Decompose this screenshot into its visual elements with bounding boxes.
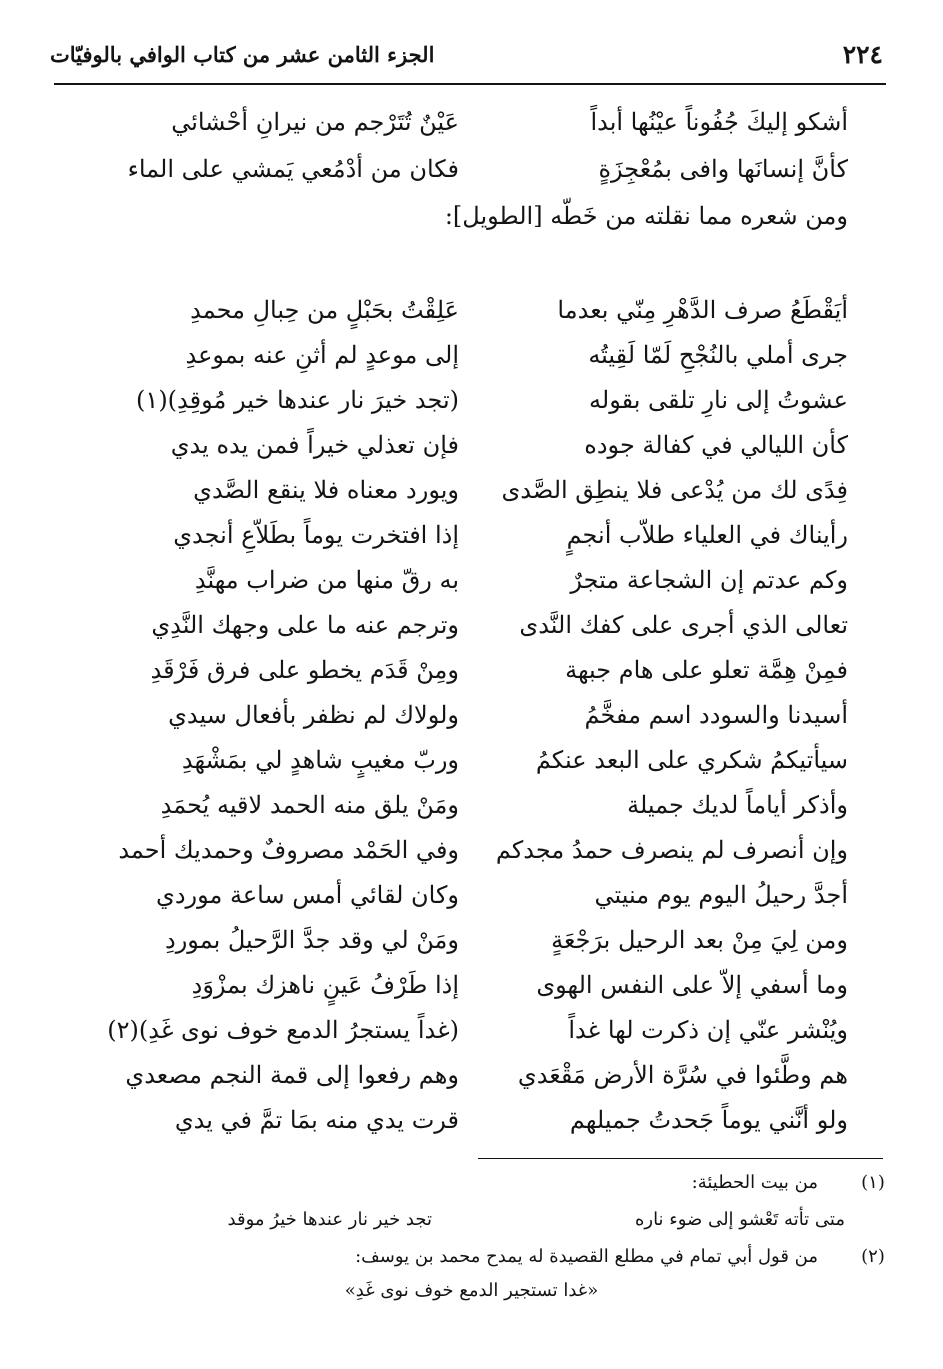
verse-11-second-hemistich: وربّ مغيبٍ شاهدٍ لي بمَشْهَدِ — [181, 746, 459, 774]
footnote-rule — [478, 1158, 883, 1159]
verse-13-second-hemistich: وفي الحَمْد مصروفٌ وحمديك أحمد — [118, 836, 459, 864]
footnote-2-text: من قول أبي تمام في مطلع القصيدة له يمدح محمد بن يوسف: — [355, 1246, 818, 1267]
verse-17-first-hemistich: ويُنْشر عنّي إن ذكرت لها غداً — [568, 1016, 848, 1044]
footnote-1-number: (١) — [861, 1172, 885, 1193]
verse-3-first-hemistich: عشوتُ إلى نارِ تلقى بقوله — [589, 386, 848, 414]
verse-19-second-hemistich: قرت يدي منه بمَا تمَّ في يدي — [174, 1106, 459, 1134]
verse-18-first-hemistich: هم وطَّئوا في سُرَّة الأرض مَقْعَدي — [517, 1061, 848, 1089]
verse-11-first-hemistich: سيأتيكمُ شكري على البعد عنكمُ — [535, 746, 848, 774]
verse-2-second-hemistich: إلى موعدٍ لم أثنِ عنه بموعدِ — [185, 341, 459, 369]
verse-13-first-hemistich: وإن أنصرف لم ينصرف حمدُ مجدكم — [495, 836, 848, 864]
verse-14-first-hemistich: أجدَّ رحيلُ اليوم يوم منيتي — [594, 881, 848, 909]
verse-9-second-hemistich: ومِنْ قَدَم يخطو على فرق فَرْقَدِ — [150, 656, 459, 684]
footnote-2-number: (٢) — [861, 1246, 885, 1267]
verse-15-first-hemistich: ومن لِيَ مِنْ بعد الرحيل برَجْعَةٍ — [551, 926, 848, 954]
intro-verse-2-second-hemistich: فكان من أدْمُعي يَمشي على الماء — [127, 155, 459, 183]
verse-4-second-hemistich: فإن تعذلي خيراً فمن يده يدي — [170, 431, 459, 459]
intro-verse-1-second-hemistich: عَيْنٌ تُتَرْجم من نيرانِ أحْشائي — [171, 108, 459, 136]
verse-5-first-hemistich: فِدًى لك من يُدْعى فلا ينطِق الصَّدى — [501, 476, 848, 504]
intro-verse-2-first-hemistich: كأنَّ إنسانَها وافى بمُعْجِزَةٍ — [598, 155, 848, 183]
verse-15-second-hemistich: ومَنْ لي وقد جدَّ الرَّحيلُ بموردِ — [165, 926, 459, 954]
verse-12-second-hemistich: ومَنْ يلق منه الحمد لاقيه يُحمَدِ — [160, 791, 459, 819]
footnote-1-text: من بيت الحطيئة: — [691, 1172, 818, 1193]
page-header — [50, 30, 883, 80]
footnote-2-quote: «غدا تستجير الدمع خوف نوى غَدِ» — [344, 1280, 599, 1301]
verse-8-first-hemistich: تعالى الذي أجرى على كفك النَّدى — [519, 611, 848, 639]
intro-verse-1-first-hemistich: أشكو إليكَ جُفُوناً عيْنُها أبداً — [590, 108, 848, 136]
verse-7-second-hemistich: به رقّ منها من ضراب مهنَّدِ — [194, 566, 459, 594]
verse-2-first-hemistich: جرى أملي بالنُجْحِ لَمّا لَقِيتُه — [588, 341, 848, 369]
verse-12-first-hemistich: وأذكر أياماً لديك جميلة — [627, 791, 848, 819]
verse-6-second-hemistich: إذا افتخرت يوماً بطَلاّعِ أنجدي — [173, 521, 459, 549]
verse-16-first-hemistich: وما أسفي إلاّ على النفس الهوى — [536, 971, 848, 999]
verse-8-second-hemistich: وترجم عنه ما على وجهك النَّدِي — [151, 611, 459, 639]
verse-10-second-hemistich: ولولاك لم نظفر بأفعال سيدي — [168, 701, 459, 729]
verse-10-first-hemistich: أسيدنا والسودد اسم مفخَّمُ — [584, 701, 848, 729]
verse-14-second-hemistich: وكان لقائي أمس ساعة موردي — [156, 881, 459, 909]
verse-18-second-hemistich: وهم رفعوا إلى قمة النجم مصعدي — [125, 1061, 459, 1089]
verse-17-second-hemistich: (غداً يستجرُ الدمع خوف نوى غَدِ)(٢) — [107, 1016, 459, 1044]
verse-9-first-hemistich: فمِنْ هِمَّة تعلو على هام جبهة — [565, 656, 848, 684]
verse-5-second-hemistich: ويورد معناه فلا ينقع الصَّدي — [193, 476, 459, 504]
intro-prose-line: ومن شعره مما نقلته من خَطّه [الطويل]: — [444, 202, 848, 230]
running-title: الجزء الثامن عشر من كتاب الوافي بالوفيّات — [50, 42, 435, 67]
header-rule — [54, 83, 886, 85]
verse-4-first-hemistich: كأن الليالي في كفالة جوده — [584, 431, 848, 459]
verse-16-second-hemistich: إذا طَرْفُ عَينٍ ناهزك بمزْوَدِ — [191, 971, 459, 999]
verse-19-first-hemistich: ولو أنَّني يوماً جَحدتُ جميلهم — [569, 1106, 848, 1134]
verse-3-second-hemistich: (تجد خيرَ نار عندها خير مُوقِدِ)(١) — [136, 386, 459, 414]
verse-1-second-hemistich: عَلِقْتُ بحَبْلٍ من حِبالِ محمدِ — [190, 296, 459, 324]
footnote-1-verse-second-hemistich: تجد خير نار عندها خيرُ موقد — [227, 1209, 432, 1230]
footnote-1-verse-first-hemistich: متى تأته تَعْشو إلى ضوء ناره — [634, 1209, 845, 1230]
verse-1-first-hemistich: أيَقْطَعُ صرف الدَّهْرِ مِنّي بعدما — [557, 296, 848, 324]
verse-7-first-hemistich: وكم عدتم إن الشجاعة متجرٌ — [570, 566, 848, 594]
page-number: ٢٢٤ — [842, 40, 883, 69]
verse-6-first-hemistich: رأيناك في العلياء طلاّب أنجمٍ — [566, 521, 848, 549]
